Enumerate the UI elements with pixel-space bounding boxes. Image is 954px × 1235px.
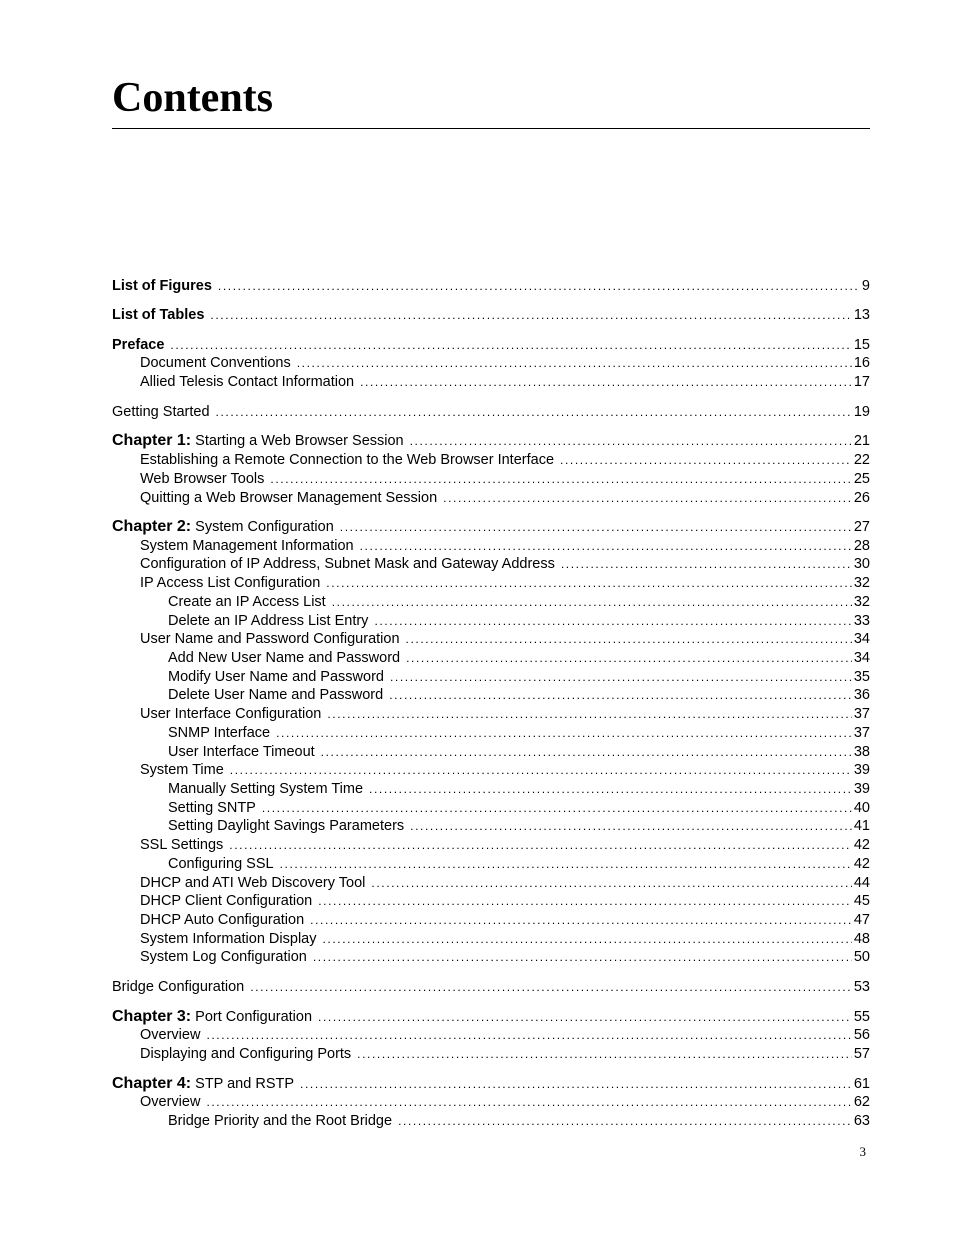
toc-page-number: 22: [853, 452, 870, 468]
toc-page-number: 45: [853, 893, 870, 909]
toc-page-number: 30: [853, 556, 870, 572]
toc-page-number: 15: [853, 337, 870, 353]
toc-page-number: 13: [853, 307, 870, 323]
toc-entry-title: Document Conventions: [140, 355, 291, 371]
toc-page-number: 53: [853, 979, 870, 995]
toc-page-number: 19: [853, 404, 870, 420]
toc-entry[interactable]: [140, 372, 870, 392]
toc-entry-title: Delete an IP Address List Entry: [168, 613, 369, 629]
toc-page-number: 26: [853, 490, 870, 506]
toc-entry-title: Modify User Name and Password: [168, 669, 384, 685]
dot-leader: [371, 873, 851, 893]
toc-entry[interactable]: [140, 469, 870, 489]
toc-entry[interactable]: [168, 854, 870, 874]
toc-entry[interactable]: [140, 488, 870, 508]
toc-entry-title: Bridge Priority and the Root Bridge: [168, 1113, 393, 1129]
dot-leader: [216, 402, 852, 422]
chapter-number: Chapter 2:: [112, 518, 192, 535]
toc-entry-title: Delete User Name and Password: [168, 687, 384, 703]
toc-entry-title: Web Browser Tools: [140, 471, 265, 487]
toc-page-number: 32: [853, 594, 870, 610]
toc-entry[interactable]: [168, 779, 870, 799]
toc-entry[interactable]: [140, 910, 870, 930]
toc-page-number: 37: [853, 725, 870, 741]
toc-page-number: 47: [853, 912, 870, 928]
toc-entry[interactable]: [140, 1025, 870, 1045]
toc-entry-title: DHCP and ATI Web Discovery Tool: [140, 875, 366, 891]
toc-page-number: 42: [853, 856, 870, 872]
toc-entry[interactable]: [112, 517, 870, 537]
toc-page-number: 41: [853, 818, 870, 834]
toc-entry[interactable]: [140, 554, 870, 574]
dot-leader: [230, 760, 852, 780]
dot-leader: [560, 450, 852, 470]
dot-leader: [276, 723, 852, 743]
chapter-number: Chapter 1:: [112, 432, 192, 449]
toc-page-number: 61: [853, 1076, 870, 1092]
toc-entry-title: System Information Display: [140, 931, 317, 947]
toc-page-number: 25: [853, 471, 870, 487]
dot-leader: [170, 335, 851, 355]
toc-page-number: 50: [853, 949, 870, 965]
toc-entry-title: Manually Setting System Time: [168, 781, 364, 797]
toc-entry[interactable]: [168, 723, 870, 743]
toc-page-number: 33: [853, 613, 870, 629]
dot-leader: [374, 611, 851, 631]
dot-leader: [360, 536, 852, 556]
toc-entry[interactable]: [140, 536, 870, 556]
toc-entry[interactable]: [168, 667, 870, 687]
toc-entry-title: Overview: [140, 1094, 201, 1110]
toc-entry[interactable]: [168, 648, 870, 668]
toc-page-number: 40: [853, 800, 870, 816]
toc-page-number: 57: [853, 1046, 870, 1062]
toc-entry[interactable]: [168, 611, 870, 631]
toc-entry[interactable]: [140, 353, 870, 373]
toc-entry[interactable]: [168, 798, 870, 818]
dot-leader: [410, 431, 852, 451]
toc-entry[interactable]: [140, 629, 870, 649]
toc-entry-title: Setting SNTP: [168, 800, 256, 816]
toc-entry[interactable]: [168, 742, 870, 762]
toc-entry[interactable]: [140, 760, 870, 780]
dot-leader: [300, 1074, 852, 1094]
toc-chapter-heading: [112, 517, 334, 537]
dot-leader: [250, 977, 852, 997]
toc-entry-title: DHCP Auto Configuration: [140, 912, 305, 928]
toc-entry-title: Add New User Name and Password: [168, 650, 401, 666]
dot-leader: [332, 592, 852, 612]
dot-leader: [218, 276, 860, 296]
chapter-title: Port Configuration: [195, 1009, 313, 1025]
toc-entry-title: Overview: [140, 1027, 201, 1043]
toc-entry-title: List of Tables: [112, 307, 205, 323]
dot-leader: [357, 1044, 852, 1064]
dot-leader: [318, 891, 852, 911]
toc-page-number: 42: [853, 837, 870, 853]
toc-entry-title: Configuration of IP Address, Subnet Mask and Gateway Address: [140, 556, 555, 572]
dot-leader: [326, 573, 852, 593]
toc-entry-title: SSL Settings: [140, 837, 224, 853]
toc-entry[interactable]: [140, 947, 870, 967]
toc-entry[interactable]: [112, 1007, 870, 1027]
dot-leader: [206, 1092, 851, 1112]
toc-entry[interactable]: [140, 1092, 870, 1112]
dot-leader: [280, 854, 852, 874]
toc-entry[interactable]: [168, 592, 870, 612]
toc-entry-title: SNMP Interface: [168, 725, 271, 741]
page-number: 3: [859, 1144, 866, 1159]
toc-entry-title: Bridge Configuration: [112, 979, 245, 995]
toc-entry[interactable]: [112, 431, 870, 451]
toc-page-number: 27: [853, 519, 870, 535]
toc-entry-title: Establishing a Remote Connection to the Web Browser Interface: [140, 452, 555, 468]
toc-page-number: 38: [853, 744, 870, 760]
toc-entry-title: Configuring SSL: [168, 856, 274, 872]
toc-entry[interactable]: [140, 891, 870, 911]
chapter-title: Starting a Web Browser Session: [195, 433, 404, 449]
toc-page-number: 37: [853, 706, 870, 722]
toc-entry-title: Create an IP Access List: [168, 594, 326, 610]
toc-entry[interactable]: [168, 1111, 870, 1131]
chapter-number: Chapter 3:: [112, 1008, 192, 1025]
dot-leader: [369, 779, 852, 799]
dot-leader: [210, 305, 851, 325]
toc-entry-title: System Management Information: [140, 538, 354, 554]
toc-page-number: 34: [853, 650, 870, 666]
toc-entry[interactable]: [112, 977, 870, 997]
toc-entry-title: Displaying and Configuring Ports: [140, 1046, 352, 1062]
dot-leader: [390, 667, 852, 687]
toc-page-number: 56: [853, 1027, 870, 1043]
toc-entry[interactable]: [140, 835, 870, 855]
toc-entry-title: System Time: [140, 762, 224, 778]
toc-entry-title: User Interface Configuration: [140, 706, 322, 722]
dot-leader: [297, 353, 852, 373]
dot-leader: [310, 910, 852, 930]
toc-entry-title: System Log Configuration: [140, 949, 307, 965]
toc-page-number: 63: [853, 1113, 870, 1129]
toc-page-number: 62: [853, 1094, 870, 1110]
dot-leader: [313, 947, 852, 967]
toc-entry[interactable]: [140, 704, 870, 724]
toc-page-number: 39: [853, 762, 870, 778]
toc-entry-title: IP Access List Configuration: [140, 575, 321, 591]
toc-entry[interactable]: [112, 305, 870, 325]
toc-entry[interactable]: [168, 816, 870, 836]
dot-leader: [262, 798, 852, 818]
dot-leader: [322, 929, 851, 949]
toc-entry[interactable]: [140, 873, 870, 893]
toc-page-number: 44: [853, 875, 870, 891]
toc-entry-title: Preface: [112, 337, 165, 353]
toc-entry[interactable]: [112, 1074, 870, 1094]
dot-leader: [340, 517, 852, 537]
dot-leader: [389, 685, 852, 705]
toc-page-number: 34: [853, 631, 870, 647]
toc-chapter-heading: [112, 1074, 294, 1094]
dot-leader: [206, 1025, 851, 1045]
toc-entry[interactable]: [112, 335, 870, 355]
dot-leader: [398, 1111, 852, 1131]
toc-page-number: 28: [853, 538, 870, 554]
dot-leader: [410, 816, 852, 836]
toc-entry-title: User Interface Timeout: [168, 744, 315, 760]
toc-entry[interactable]: [112, 276, 870, 296]
toc-entry-title: List of Figures: [112, 278, 212, 294]
dot-leader: [270, 469, 851, 489]
toc-entry[interactable]: [140, 1044, 870, 1064]
dot-leader: [229, 835, 852, 855]
toc-page-number: 21: [853, 433, 870, 449]
toc-entry[interactable]: [140, 573, 870, 593]
toc-entry[interactable]: [168, 685, 870, 705]
toc-page-number: 48: [853, 931, 870, 947]
toc-entry-title: Allied Telesis Contact Information: [140, 374, 355, 390]
toc-entry[interactable]: [112, 402, 870, 422]
toc-page-number: 35: [853, 669, 870, 685]
toc-page-number: 55: [853, 1009, 870, 1025]
toc-page-number: 36: [853, 687, 870, 703]
toc-page-number: 9: [861, 278, 870, 294]
toc-page-number: 39: [853, 781, 870, 797]
dot-leader: [443, 488, 852, 508]
toc-chapter-heading: [112, 431, 404, 451]
toc-entry-title: User Name and Password Configuration: [140, 631, 400, 647]
toc-entry[interactable]: [140, 929, 870, 949]
dot-leader: [327, 704, 852, 724]
chapter-number: Chapter 4:: [112, 1075, 192, 1092]
dot-leader: [561, 554, 852, 574]
toc-entry-title: Quitting a Web Browser Management Session: [140, 490, 438, 506]
chapter-title: STP and RSTP: [195, 1076, 295, 1092]
page-title: Contents: [112, 75, 274, 121]
toc-entry-title: Setting Daylight Savings Parameters: [168, 818, 405, 834]
dot-leader: [318, 1007, 852, 1027]
dot-leader: [321, 742, 852, 762]
toc-page-number: 17: [853, 374, 870, 390]
chapter-title: System Configuration: [195, 519, 334, 535]
toc-entry-title: DHCP Client Configuration: [140, 893, 313, 909]
dot-leader: [406, 629, 852, 649]
dot-leader: [360, 372, 852, 392]
toc-entry[interactable]: [140, 450, 870, 470]
toc-chapter-heading: [112, 1007, 312, 1027]
toc-page-number: 16: [853, 355, 870, 371]
dot-leader: [406, 648, 852, 668]
toc-page-number: 32: [853, 575, 870, 591]
toc-entry-title: Getting Started: [112, 404, 210, 420]
